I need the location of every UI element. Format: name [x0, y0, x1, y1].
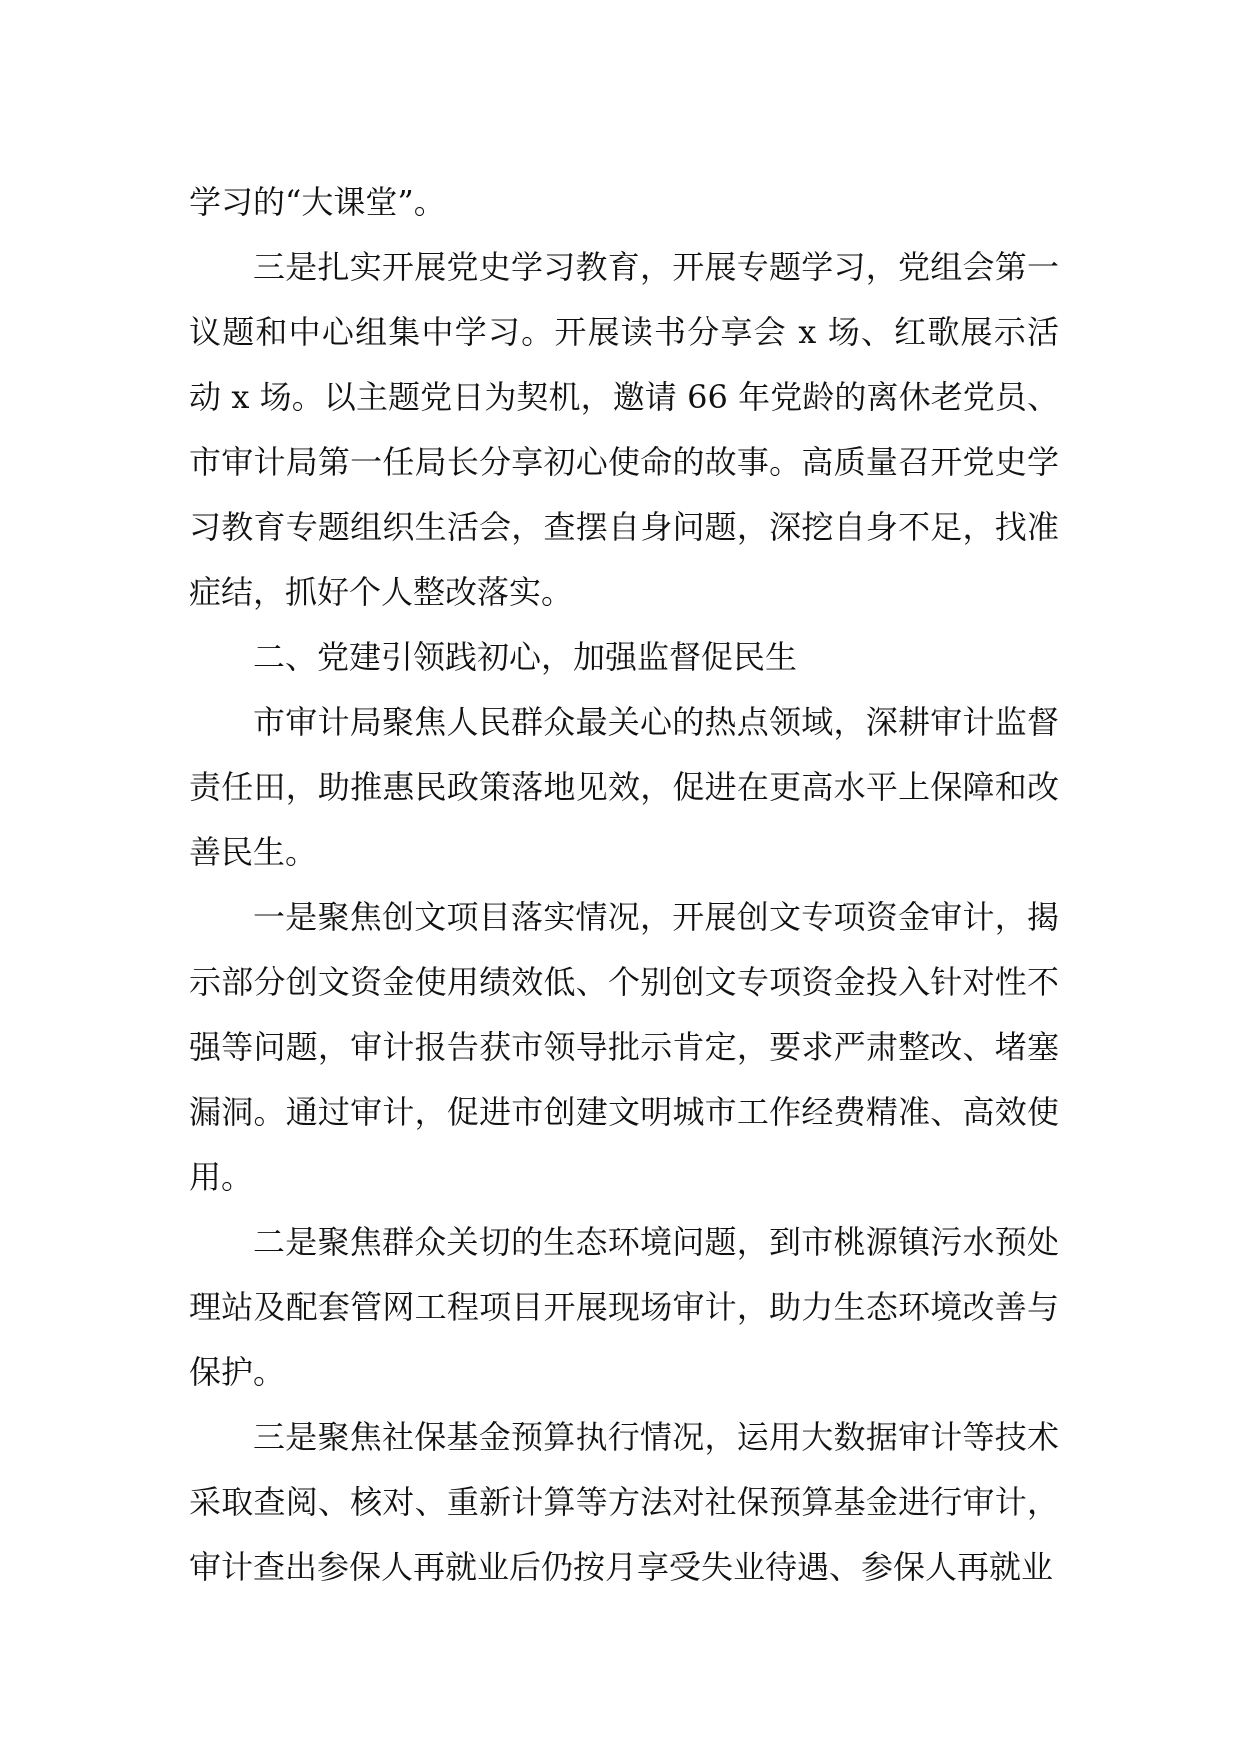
paragraph-2: 三是扎实开展党史学习教育，开展专题学习，党组会第一议题和中心组集中学习。开展读书分享会 x 场、红歌展示活动 x 场。以主题党日为契机，邀请 66 年党龄的离休老党员、市审计局第一任局长分享初心使命的故事。高质量召开党史学习教育专题组织生活会，查摆自身问题，深挖自身不足，找准症结，抓好个人整改落实。 — [189, 248, 1059, 611]
document-body — [189, 170, 1059, 1600]
paragraph-6: 三是聚焦社保基金预算执行情况，运用大数据审计等技术采取查阅、核对、重新计算等方法对社保预算基金进行审计，审计查出参保人再就业后仍按月享受失业待遇、参保人再就业 — [189, 1418, 1059, 1586]
paragraph-5: 二是聚焦群众关切的生态环境问题，到市桃源镇污水预处理站及配套管网工程项目开展现场审计，助力生态环境改善与保护。 — [189, 1223, 1059, 1391]
section-heading: 二、党建引领践初心，加强监督促民生 — [253, 638, 798, 676]
paragraph-1: 学习的“大课堂”。 — [189, 183, 446, 221]
paragraph-3: 市审计局聚焦人民群众最关心的热点领域，深耕审计监督责任田，助推惠民政策落地见效，促进在更高水平上保障和改善民生。 — [189, 703, 1059, 871]
paragraph-4: 一是聚焦创文项目落实情况，开展创文专项资金审计，揭示部分创文资金使用绩效低、个别创文专项资金投入针对性不强等问题，审计报告获市领导批示肯定，要求严肃整改、堵塞漏洞。通过审计，促进市创建文明城市工作经费精准、高效使用。 — [189, 898, 1059, 1196]
